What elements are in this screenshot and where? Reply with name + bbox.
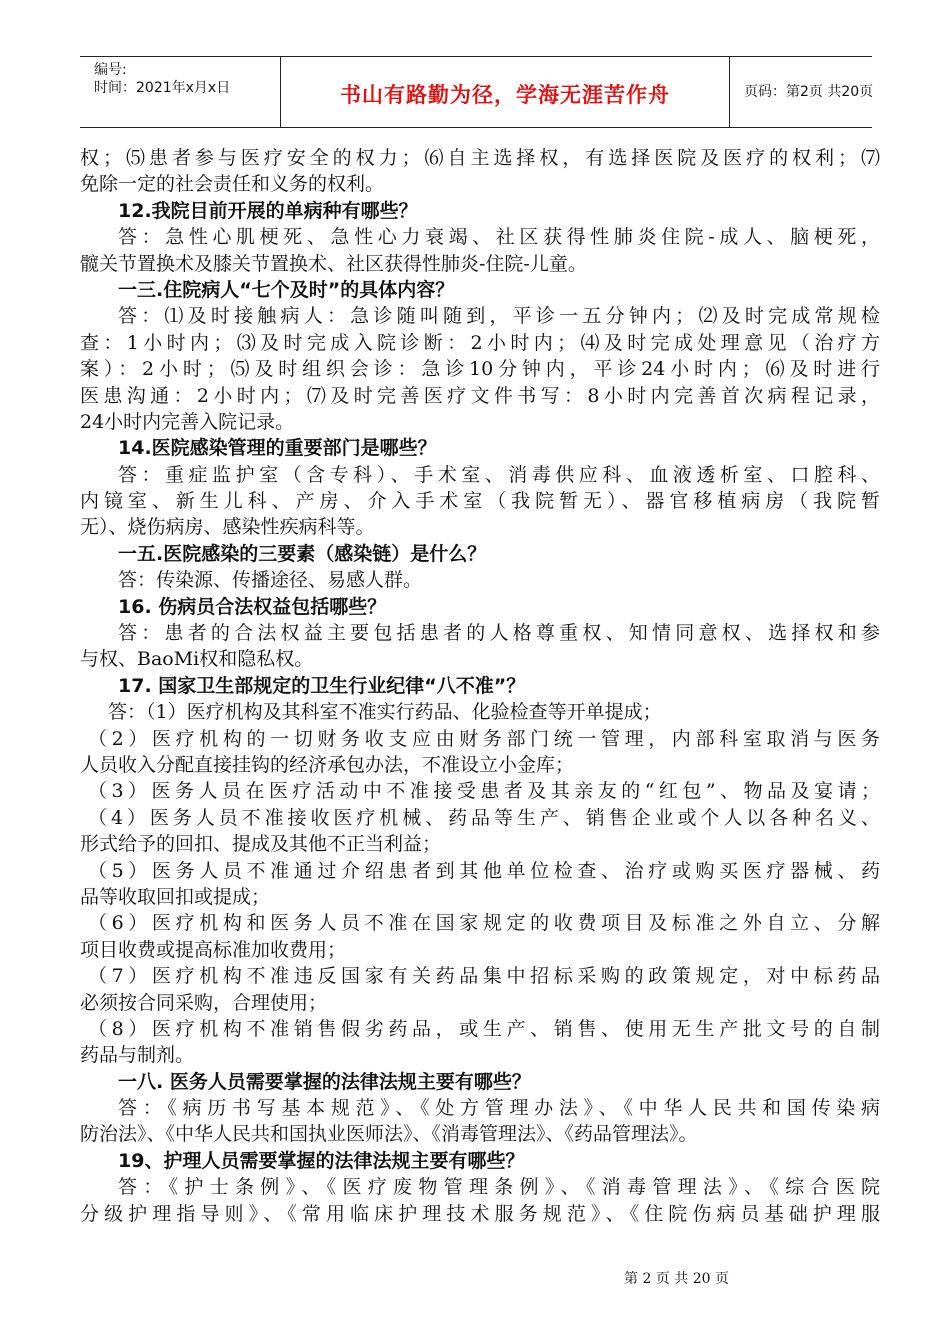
question-heading: 14.医院感染管理的重要部门是哪些？ (118, 437, 437, 460)
document-body (80, 145, 880, 1227)
list-item-line: （4）医务人员不准接收医疗机械、药品等生产、销售企业或个人以各种名义、 (88, 806, 880, 829)
body-line: 髋关节置换术及膝关节置换术、社区获得性肺炎-住院-儿童。 (80, 252, 587, 275)
list-item-line: （7）医疗机构不准违反国家有关药品集中招标采购的政策规定，对中标药品 (88, 965, 880, 988)
question-heading: 一五.医院感染的三要素（感染链）是什么？ (118, 542, 487, 565)
document-number-label: 编号: (94, 62, 127, 78)
header-page-label: 页码：第2页 共20页 (744, 84, 874, 100)
body-line: 形式给予的回扣、提成及其他不正当利益； (80, 833, 442, 856)
body-line: 案）：2小时；⑸及时组织会诊：急诊10分钟内，平诊24小时内；⑹及时进行 (80, 358, 880, 381)
answer-line: 答：⑴及时接触病人：急诊随叫随到，平诊一五分钟内；⑵及时完成常规检 (118, 305, 880, 328)
body-line: 药品与制剂。 (80, 1044, 195, 1067)
body-line: 内镜室、新生儿科、产房、介入手术室（我院暂无）、器官移植病房（我院暂 (80, 490, 880, 513)
answer-line: 答：（1）医疗机构及其科室不准实行药品、化验检查等开单提成； (108, 701, 662, 724)
answer-line: 答：重症监护室（含专科）、手术室、消毒供应科、血液透析室、口腔科、 (118, 463, 880, 486)
answer-line: 答：《病历书写基本规范》、《处方管理办法》、《中华人民共和国传染病 (118, 1097, 880, 1120)
body-line: 医患沟通：2小时内；⑺及时完善医疗文件书写：8小时内完善首次病程记录， (80, 384, 880, 407)
body-line: 与权、BaoMi权和隐私权。 (80, 648, 314, 671)
question-heading: 一八. 医务人员需要掌握的法律法规主要有哪些？ (118, 1070, 531, 1093)
body-line: 防治法》、《中华人民共和国执业医师法》、《消毒管理法》、《药品管理法》。 (80, 1123, 698, 1146)
question-heading: 一三.住院病人“七个及时”的具体内容？ (118, 278, 455, 301)
list-item-line: （3）医务人员在医疗活动中不准接受患者及其亲友的“红包”、物品及宴请； (88, 780, 880, 803)
body-line: 权；⑸患者参与医疗安全的权力；⑹自主选择权，有选择医院及医疗的权利；⑺ (80, 147, 880, 169)
answer-line: 答：急性心肌梗死、急性心力衰竭、社区获得性肺炎住院-成人、脑梗死， (118, 226, 880, 249)
body-line: 24小时内完善入院记录。 (80, 410, 295, 433)
body-line: 必须按合同采购，合理使用； (80, 991, 328, 1014)
header-meta-cell (80, 57, 280, 127)
body-line: 查：1小时内；⑶及时完成入院诊断：2小时内；⑷及时完成处理意见（治疗方 (80, 331, 880, 354)
header-motto: 书山有路勤为径，学海无涯苦作舟 (340, 83, 670, 107)
body-line: 人员收入分配直接挂钩的经济承包办法，不准设立小金库； (80, 753, 575, 776)
body-line: 分级护理指导则》、《常用临床护理技术服务规范》、《住院伤病员基础护理服 (80, 1202, 880, 1225)
list-item-line: （2）医疗机构的一切财务收支应由财务部门统一管理，内部科室取消与医务 (88, 727, 880, 750)
page-header (80, 56, 872, 128)
list-item-line: （6）医疗机构和医务人员不准在国家规定的收费项目及标准之外自立、分解 (88, 912, 880, 935)
list-item-line: （8）医疗机构不准销售假劣药品，或生产、销售、使用无生产批文号的自制 (88, 1017, 880, 1040)
answer-line: 答：患者的合法权益主要包括患者的人格尊重权、知情同意权、选择权和参 (118, 622, 880, 645)
question-heading: 16. 伤病员合法权益包括哪些？ (118, 595, 387, 618)
header-page-cell (730, 57, 872, 127)
question-heading: 19、护理人员需要掌握的法律法规主要有哪些？ (118, 1149, 525, 1172)
answer-line: 答：传染源、传播途径、易感人群。 (118, 569, 423, 592)
body-line: 品等收取回扣或提成； (80, 885, 271, 908)
list-item-line: （5）医务人员不准通过介绍患者到其他单位检查、治疗或购买医疗器械、药 (88, 859, 880, 882)
question-heading: 12.我院目前开展的单病种有哪些？ (118, 199, 418, 222)
body-line: 无）、烧伤病房、感染性疾病科等。 (80, 516, 375, 539)
answer-line: 答：《护士条例》、《医疗废物管理条例》、《消毒管理法》、《综合医院 (118, 1176, 880, 1199)
document-time-label: 时间：2021年x月x日 (94, 80, 231, 96)
header-motto-cell (280, 57, 730, 127)
body-line: 免除一定的社会责任和义务的权利。 (80, 173, 385, 196)
page-footer-number: 第 2 页 共 20 页 (624, 1271, 729, 1287)
body-line: 项目收费或提高标准加收费用； (80, 938, 347, 961)
question-heading: 17. 国家卫生部规定的卫生行业纪律“八不准”？ (118, 674, 526, 697)
